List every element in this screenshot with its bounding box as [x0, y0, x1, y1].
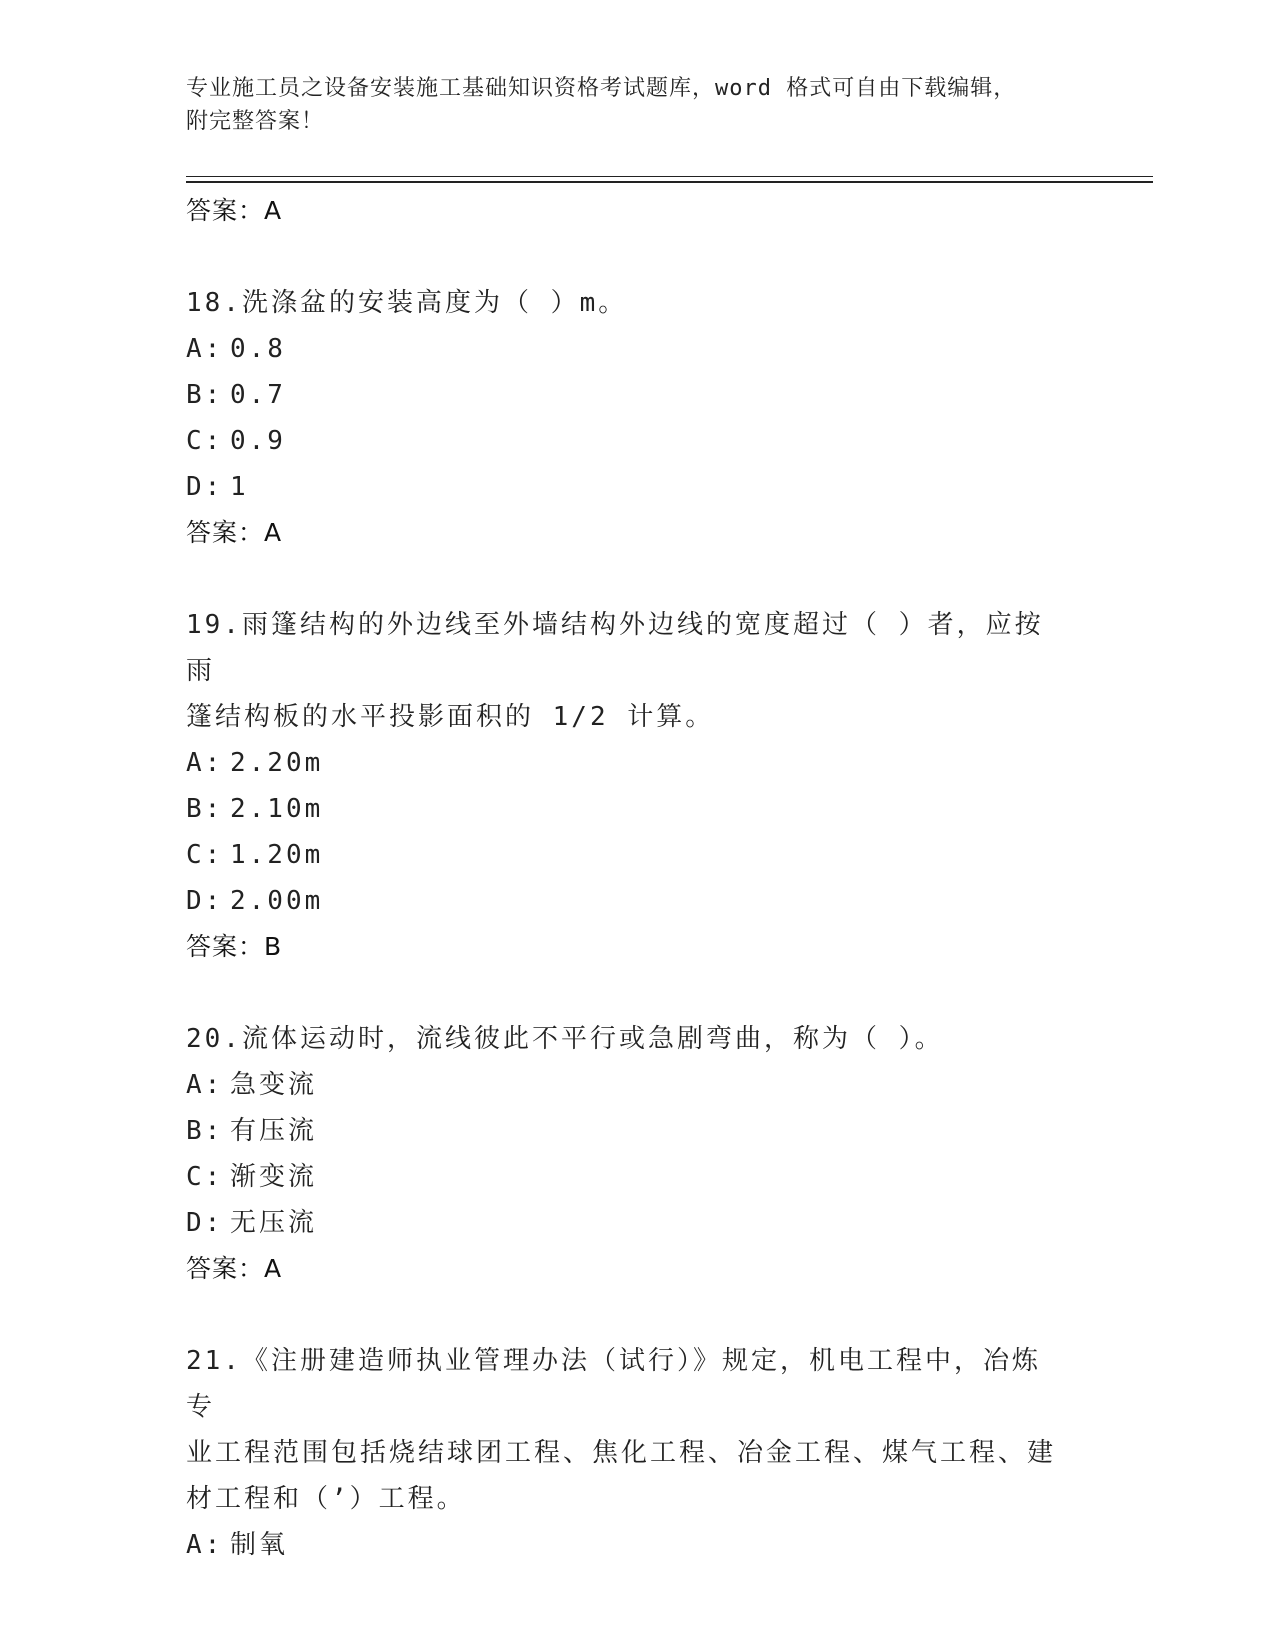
option-label: C:: [186, 840, 224, 870]
option-value: 2.00m: [230, 886, 324, 916]
option-label: B:: [186, 1116, 224, 1146]
spacer: [186, 556, 1066, 602]
question-list: [186, 188, 1066, 1568]
option-label: A:: [186, 1070, 224, 1100]
question-20: [186, 1016, 1066, 1292]
question-text-line-1: 19.雨篷结构的外边线至外墙结构外边线的宽度超过（ ）者，应按雨: [186, 610, 1044, 686]
option-value: 渐变流: [230, 1162, 318, 1192]
option-d: [186, 1200, 1066, 1246]
option-value: 0.7: [230, 380, 286, 410]
previous-answer: 答案：A: [186, 196, 283, 225]
question-21: [186, 1338, 1066, 1568]
option-d: [186, 878, 1066, 924]
option-b: [186, 372, 1066, 418]
option-value: 急变流: [230, 1070, 318, 1100]
option-b: [186, 786, 1066, 832]
header-divider-thin: [186, 176, 1153, 177]
option-value: 制氧: [230, 1530, 289, 1560]
answer: 答案：B: [186, 932, 283, 961]
page-header: [186, 72, 1086, 138]
option-value: 1: [230, 472, 249, 502]
option-label: D:: [186, 886, 224, 916]
spacer: [186, 1292, 1066, 1338]
option-label: C:: [186, 426, 224, 456]
option-label: C:: [186, 1162, 224, 1192]
question-18: [186, 280, 1066, 556]
option-a: [186, 326, 1066, 372]
option-c: [186, 1154, 1066, 1200]
option-value: 0.9: [230, 426, 286, 456]
question-text-line-1: 21.《注册建造师执业管理办法（试行）》规定，机电工程中，冶炼专: [186, 1346, 1041, 1422]
option-value: 1.20m: [230, 840, 324, 870]
header-divider-thick: [186, 181, 1153, 183]
option-d: [186, 464, 1066, 510]
option-value: 0.8: [230, 334, 286, 364]
question-text-line-2: 业工程范围包括烧结球团工程、焦化工程、冶金工程、煤气工程、建: [186, 1438, 1057, 1468]
option-value: 有压流: [230, 1116, 318, 1146]
option-c: [186, 832, 1066, 878]
option-b: [186, 1108, 1066, 1154]
header-line-2: 附完整答案！: [186, 109, 325, 134]
option-value: 无压流: [230, 1208, 318, 1238]
option-label: A:: [186, 334, 224, 364]
question-text-line-2: 篷结构板的水平投影面积的 1/2 计算。: [186, 702, 715, 732]
question-19: [186, 602, 1066, 970]
spacer: [186, 970, 1066, 1016]
question-text: 20.流体运动时，流线彼此不平行或急剧弯曲，称为（ ）。: [186, 1024, 944, 1054]
question-text-line-3: 材工程和（’）工程。: [186, 1484, 466, 1514]
option-a: [186, 1062, 1066, 1108]
header-line-1: 专业施工员之设备安装施工基础知识资格考试题库，word 格式可自由下载编辑，: [186, 76, 1017, 101]
option-label: A:: [186, 748, 224, 778]
option-a: [186, 1522, 1066, 1568]
answer: 答案：A: [186, 518, 283, 547]
option-value: 2.10m: [230, 794, 324, 824]
option-label: B:: [186, 794, 224, 824]
option-c: [186, 418, 1066, 464]
option-label: D:: [186, 1208, 224, 1238]
option-a: [186, 740, 1066, 786]
answer: 答案：A: [186, 1254, 283, 1283]
option-label: D:: [186, 472, 224, 502]
option-value: 2.20m: [230, 748, 324, 778]
option-label: B:: [186, 380, 224, 410]
option-label: A:: [186, 1530, 224, 1560]
spacer: [186, 234, 1066, 280]
question-text: 18.洗涤盆的安装高度为（ ）m。: [186, 288, 628, 318]
